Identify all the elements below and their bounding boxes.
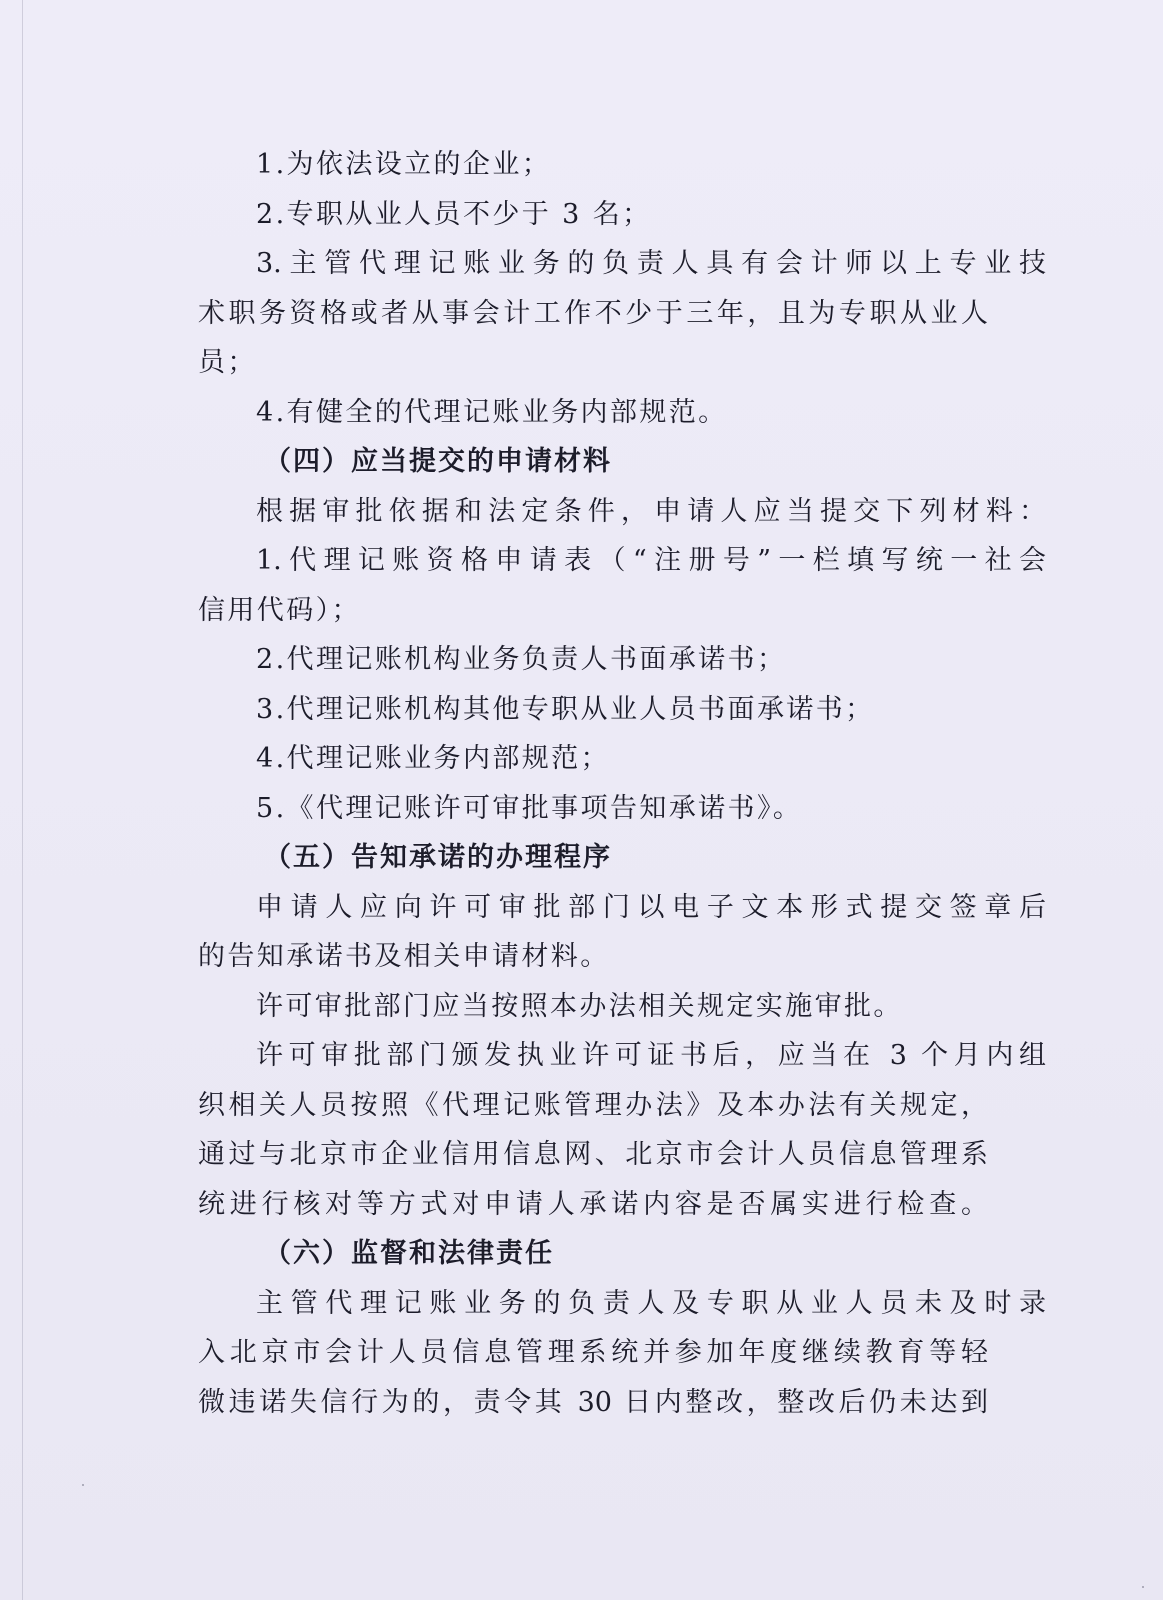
text-line: 许可审批部门应当按照本办法相关规定实施审批。 [256,990,903,1022]
text-line: 根据审批依据和法定条件，申请人应当提交下列材料： [256,495,1046,527]
text-line: 统进行核对等方式对申请人承诺内容是否属实进行检查。 [198,1188,988,1220]
text-line: 2.代理记账机构业务负责人书面承诺书； [256,644,787,675]
scan-speck [82,1484,84,1486]
text-line: 织相关人员按照《代理记账管理办法》及本办法有关规定， [198,1089,988,1121]
text-line: 2.专职从业人员不少于 3 名； [256,198,652,230]
section-heading: （五）告知承诺的办理程序 [264,842,612,873]
text-line: 入北京市会计人员信息管理系统并参加年度继续教育等轻 [198,1337,988,1368]
document-body [198,140,1046,1427]
scan-speck [1142,1586,1144,1588]
text-line: 1.为依法设立的企业； [256,149,552,180]
scan-edge-line [22,0,23,1600]
text-line: 1.代理记账资格申请表（“注册号”一栏填写统一社会 [256,545,1046,576]
text-line: 主管代理记账业务的负责人及专职从业人员未及时录 [256,1287,1046,1319]
text-line: 3.主管代理记账业务的负责人具有会计师以上专业技 [256,248,1046,279]
text-line: 4.代理记账业务内部规范； [256,743,610,774]
text-line: 3.代理记账机构其他专职从业人员书面承诺书； [256,693,875,725]
text-line: 4.有健全的代理记账业务内部规范。 [256,396,728,428]
text-line: 员； [198,347,257,378]
text-line: 通过与北京市企业信用信息网、北京市会计人员信息管理系 [198,1139,988,1170]
section-heading: （六）监督和法律责任 [264,1238,554,1269]
text-line: 信用代码）； [198,594,361,626]
text-line: 申请人应向许可审批部门以电子文本形式提交签章后 [256,891,1046,923]
section-heading: （四）应当提交的申请材料 [264,446,612,477]
text-line: 许可审批部门颁发执业许可证书后，应当在 3 个月内组 [256,1040,1046,1071]
text-line: 术职务资格或者从事会计工作不少于三年，且为专职从业人 [198,297,988,329]
text-line: 的告知承诺书及相关申请材料。 [198,941,610,972]
text-line: 微违诺失信行为的，责令其 30 日内整改，整改后仍未达到 [198,1386,988,1418]
text-line: 5.《代理记账许可审批事项告知承诺书》。 [256,792,803,824]
